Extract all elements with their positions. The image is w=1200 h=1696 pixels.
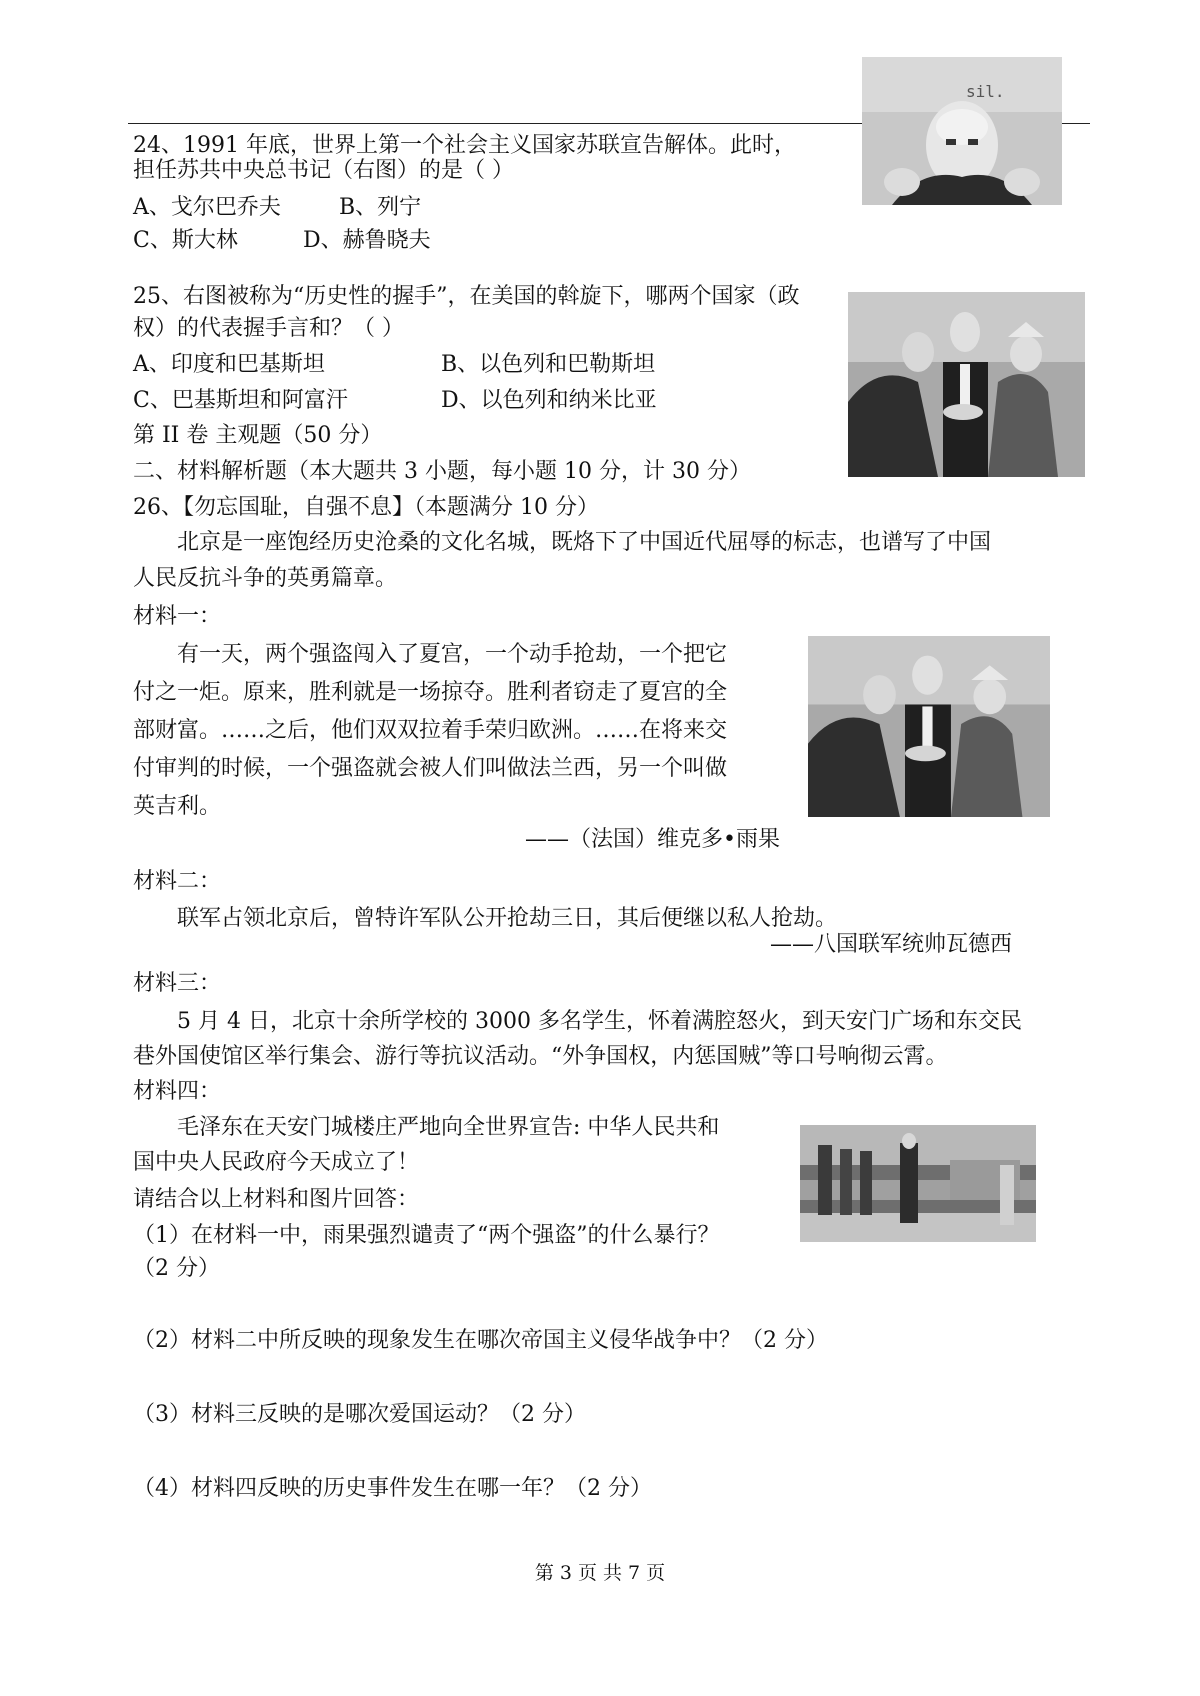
- subquestion-3: （3）材料三反映的是哪次爱国运动？（2 分）: [133, 1402, 586, 1427]
- material1-label: 材料一：: [133, 604, 222, 629]
- material1-line: 有一天，两个强盗闯入了夏宫，一个动手抢劫，一个把它: [177, 642, 728, 667]
- material3-line2: 巷外国使馆区举行集会、游行等抗议活动。“外争国权，内惩国贼”等口号响彻云霄。: [133, 1044, 948, 1069]
- q25-option-c: C、巴基斯坦和阿富汗: [133, 388, 348, 413]
- material4-line1: 毛泽东在天安门城楼庄严地向全世界宣告: 中华人民共和: [177, 1115, 720, 1140]
- prompt: 请结合以上材料和图片回答：: [133, 1187, 420, 1212]
- q26-intro1: 北京是一座饱经历史沧桑的文化名城，既烙下了中国近代屈辱的标志，也谱写了中国: [177, 530, 992, 555]
- material1-line: 部财富。……之后，他们双双拉着手荣归欧洲。……在将来交: [133, 718, 728, 743]
- q24-option-b: B、列宁: [339, 195, 422, 220]
- q25-option-b: B、以色列和巴勒斯坦: [441, 352, 656, 377]
- subquestion-2: （2）材料二中所反映的现象发生在哪次帝国主义侵华战争中？（2 分）: [133, 1328, 828, 1353]
- material2-text: 联军占领北京后，曾特许军队公开抢劫三日，其后便继以私人抢劫。: [177, 906, 838, 931]
- subquestion-4: （4）材料四反映的历史事件发生在哪一年？（2 分）: [133, 1476, 652, 1501]
- page-footer: 第 3 页 共 7 页: [534, 1562, 666, 1584]
- q25-line1: 25、右图被称为“历史性的握手”，在美国的斡旋下，哪两个国家（政: [133, 284, 800, 309]
- material4-line2: 国中央人民政府今天成立了！: [133, 1150, 420, 1175]
- q24-option-d: D、赫鲁晓夫: [303, 228, 431, 253]
- part2-title: 第 II 卷 主观题（50 分）: [133, 423, 383, 448]
- material3-label: 材料三：: [133, 971, 222, 996]
- material1-photo: [808, 636, 1050, 817]
- gorbachev-photo: [862, 57, 1062, 205]
- q25-option-d: D、以色列和纳米比亚: [441, 388, 657, 413]
- material1-line: 英吉利。: [133, 794, 222, 819]
- material2-source: ——八国联军统帅瓦德西: [769, 932, 1012, 957]
- q26-intro2: 人民反抗斗争的英勇篇章。: [133, 566, 398, 591]
- q26-title: 26、【勿忘国耻，自强不息】（本题满分 10 分）: [133, 495, 599, 520]
- q25-option-a: A、印度和巴基斯坦: [133, 352, 325, 377]
- q24-line2: 担任苏共中央总书记（右图）的是（ ）: [133, 158, 514, 183]
- material1-line: 付之一炬。原来，胜利就是一场掠夺。胜利者窃走了夏宫的全: [133, 680, 728, 705]
- material2-label: 材料二：: [133, 869, 222, 894]
- material1-line: 付审判的时候，一个强盗就会被人们叫做法兰西，另一个叫做: [133, 756, 728, 781]
- photo-caption: sil.: [966, 82, 1005, 101]
- q24-line1: 24、1991 年底，世界上第一个社会主义国家苏联宣告解体。此时，: [133, 133, 796, 158]
- material1-source: ——（法国）维克多•雨果: [525, 827, 780, 852]
- handshake-photo: [848, 292, 1085, 477]
- part2-section: 二、材料解析题（本大题共 3 小题，每小题 10 分，计 30 分）: [133, 459, 751, 484]
- subquestion-1-points: （2 分）: [133, 1256, 220, 1281]
- q25-line2: 权）的代表握手言和？（ ）: [133, 316, 404, 341]
- q24-option-a: A、戈尔巴乔夫: [133, 195, 281, 220]
- material3-line1: 5 月 4 日，北京十余所学校的 3000 多名学生，怀着满腔怒火，到天安门广场和东交民: [177, 1009, 1022, 1034]
- q24-option-c: C、斯大林: [133, 228, 238, 253]
- subquestion-1: （1）在材料一中，雨果强烈谴责了“两个强盗”的什么暴行？: [133, 1223, 720, 1248]
- material4-label: 材料四：: [133, 1079, 222, 1104]
- founding-ceremony-photo: [800, 1125, 1036, 1242]
